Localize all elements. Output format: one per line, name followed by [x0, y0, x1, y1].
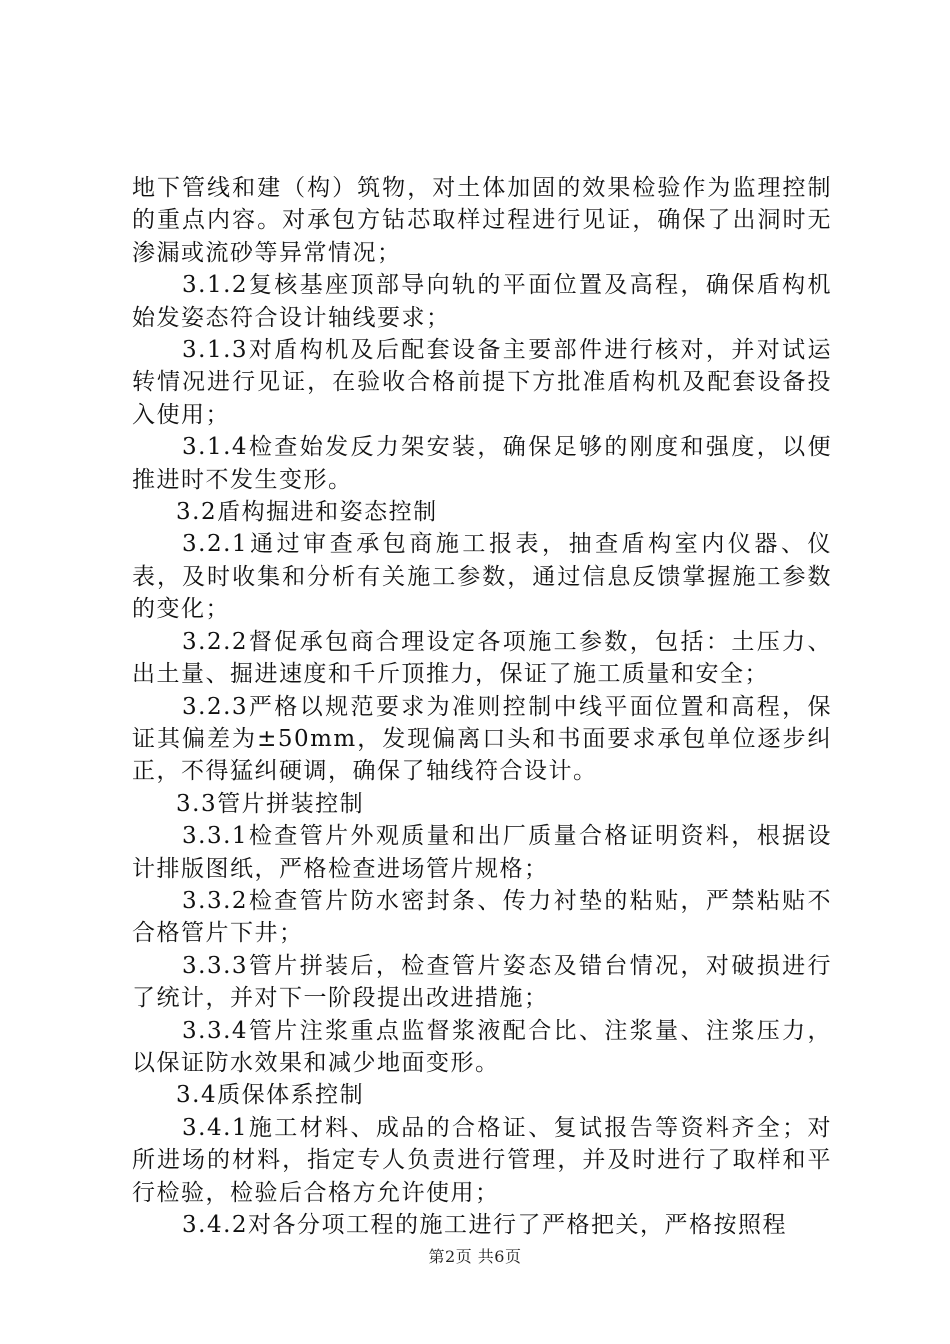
paragraph-3-3-4: 3.3.4管片注浆重点监督浆液配合比、注浆量、注浆压力，以保证防水效果和减少地面变形。: [132, 1017, 832, 1076]
paragraph-3-3-3: 3.3.3管片拼装后，检查管片姿态及错台情况，对破损进行了统计，并对下一阶段提出改进措施；: [132, 952, 832, 1012]
paragraph-3-2-2: 3.2.2督促承包商合理设定各项施工参数，包括：土压力、出土量、掘进速度和千斤顶推力，保证了施工质量和安全；: [132, 628, 832, 688]
paragraph-continuation: 地下管线和建（构）筑物，对土体加固的效果检验作为监理控制的重点内容。对承包方钻芯取样过程进行见证，确保了出洞时无渗漏或流砂等异常情况；: [132, 175, 832, 266]
paragraph-3-1-4: 3.1.4检查始发反力架安装，确保足够的刚度和强度，以便推进时不发生变形。: [132, 434, 832, 493]
document-body: [132, 172, 832, 1241]
paragraph-3-4-2: 3.4.2对各分项工程的施工进行了严格把关，严格按照程: [182, 1212, 788, 1238]
paragraph-3-2-3: 3.2.3严格以规范要求为准则控制中线平面位置和高程，保证其偏差为±50mm，发现偏离口头和书面要求承包单位逐步纠正，不得猛纠硬调，确保了轴线符合设计。: [132, 693, 832, 785]
section-heading-3-4: 3.4质保体系控制: [176, 1082, 365, 1109]
paragraph-3-2-1: 3.2.1通过审查承包商施工报表，抽查盾构室内仪器、仪表，及时收集和分析有关施工参数，通过信息反馈掌握施工参数的变化；: [132, 531, 832, 623]
section-heading-3-2: 3.2盾构掘进和姿态控制: [176, 499, 438, 526]
paragraph-3-3-1: 3.3.1检查管片外观质量和出厂质量合格证明资料，根据设计排版图纸，严格检查进场管片规格；: [132, 823, 832, 882]
paragraph-3-1-2: 3.1.2复核基座顶部导向轨的平面位置及高程，确保盾构机始发姿态符合设计轴线要求；: [132, 272, 832, 331]
paragraph-3-3-2: 3.3.2检查管片防水密封条、传力衬垫的粘贴，严禁粘贴不合格管片下井；: [132, 887, 832, 947]
paragraph-3-4-1: 3.4.1施工材料、成品的合格证、复试报告等资料齐全；对所进场的材料，指定专人负责进行管理，并及时进行了取样和平行检验，检验后合格方允许使用；: [132, 1114, 832, 1206]
page-number-footer: 第2页 共6页: [428, 1247, 522, 1266]
section-heading-3-3: 3.3管片拼装控制: [176, 790, 365, 817]
paragraph-3-1-3: 3.1.3对盾构机及后配套设备主要部件进行核对，并对试运转情况进行见证，在验收合格前提下方批准盾构机及配套设备投入使用；: [132, 337, 832, 428]
